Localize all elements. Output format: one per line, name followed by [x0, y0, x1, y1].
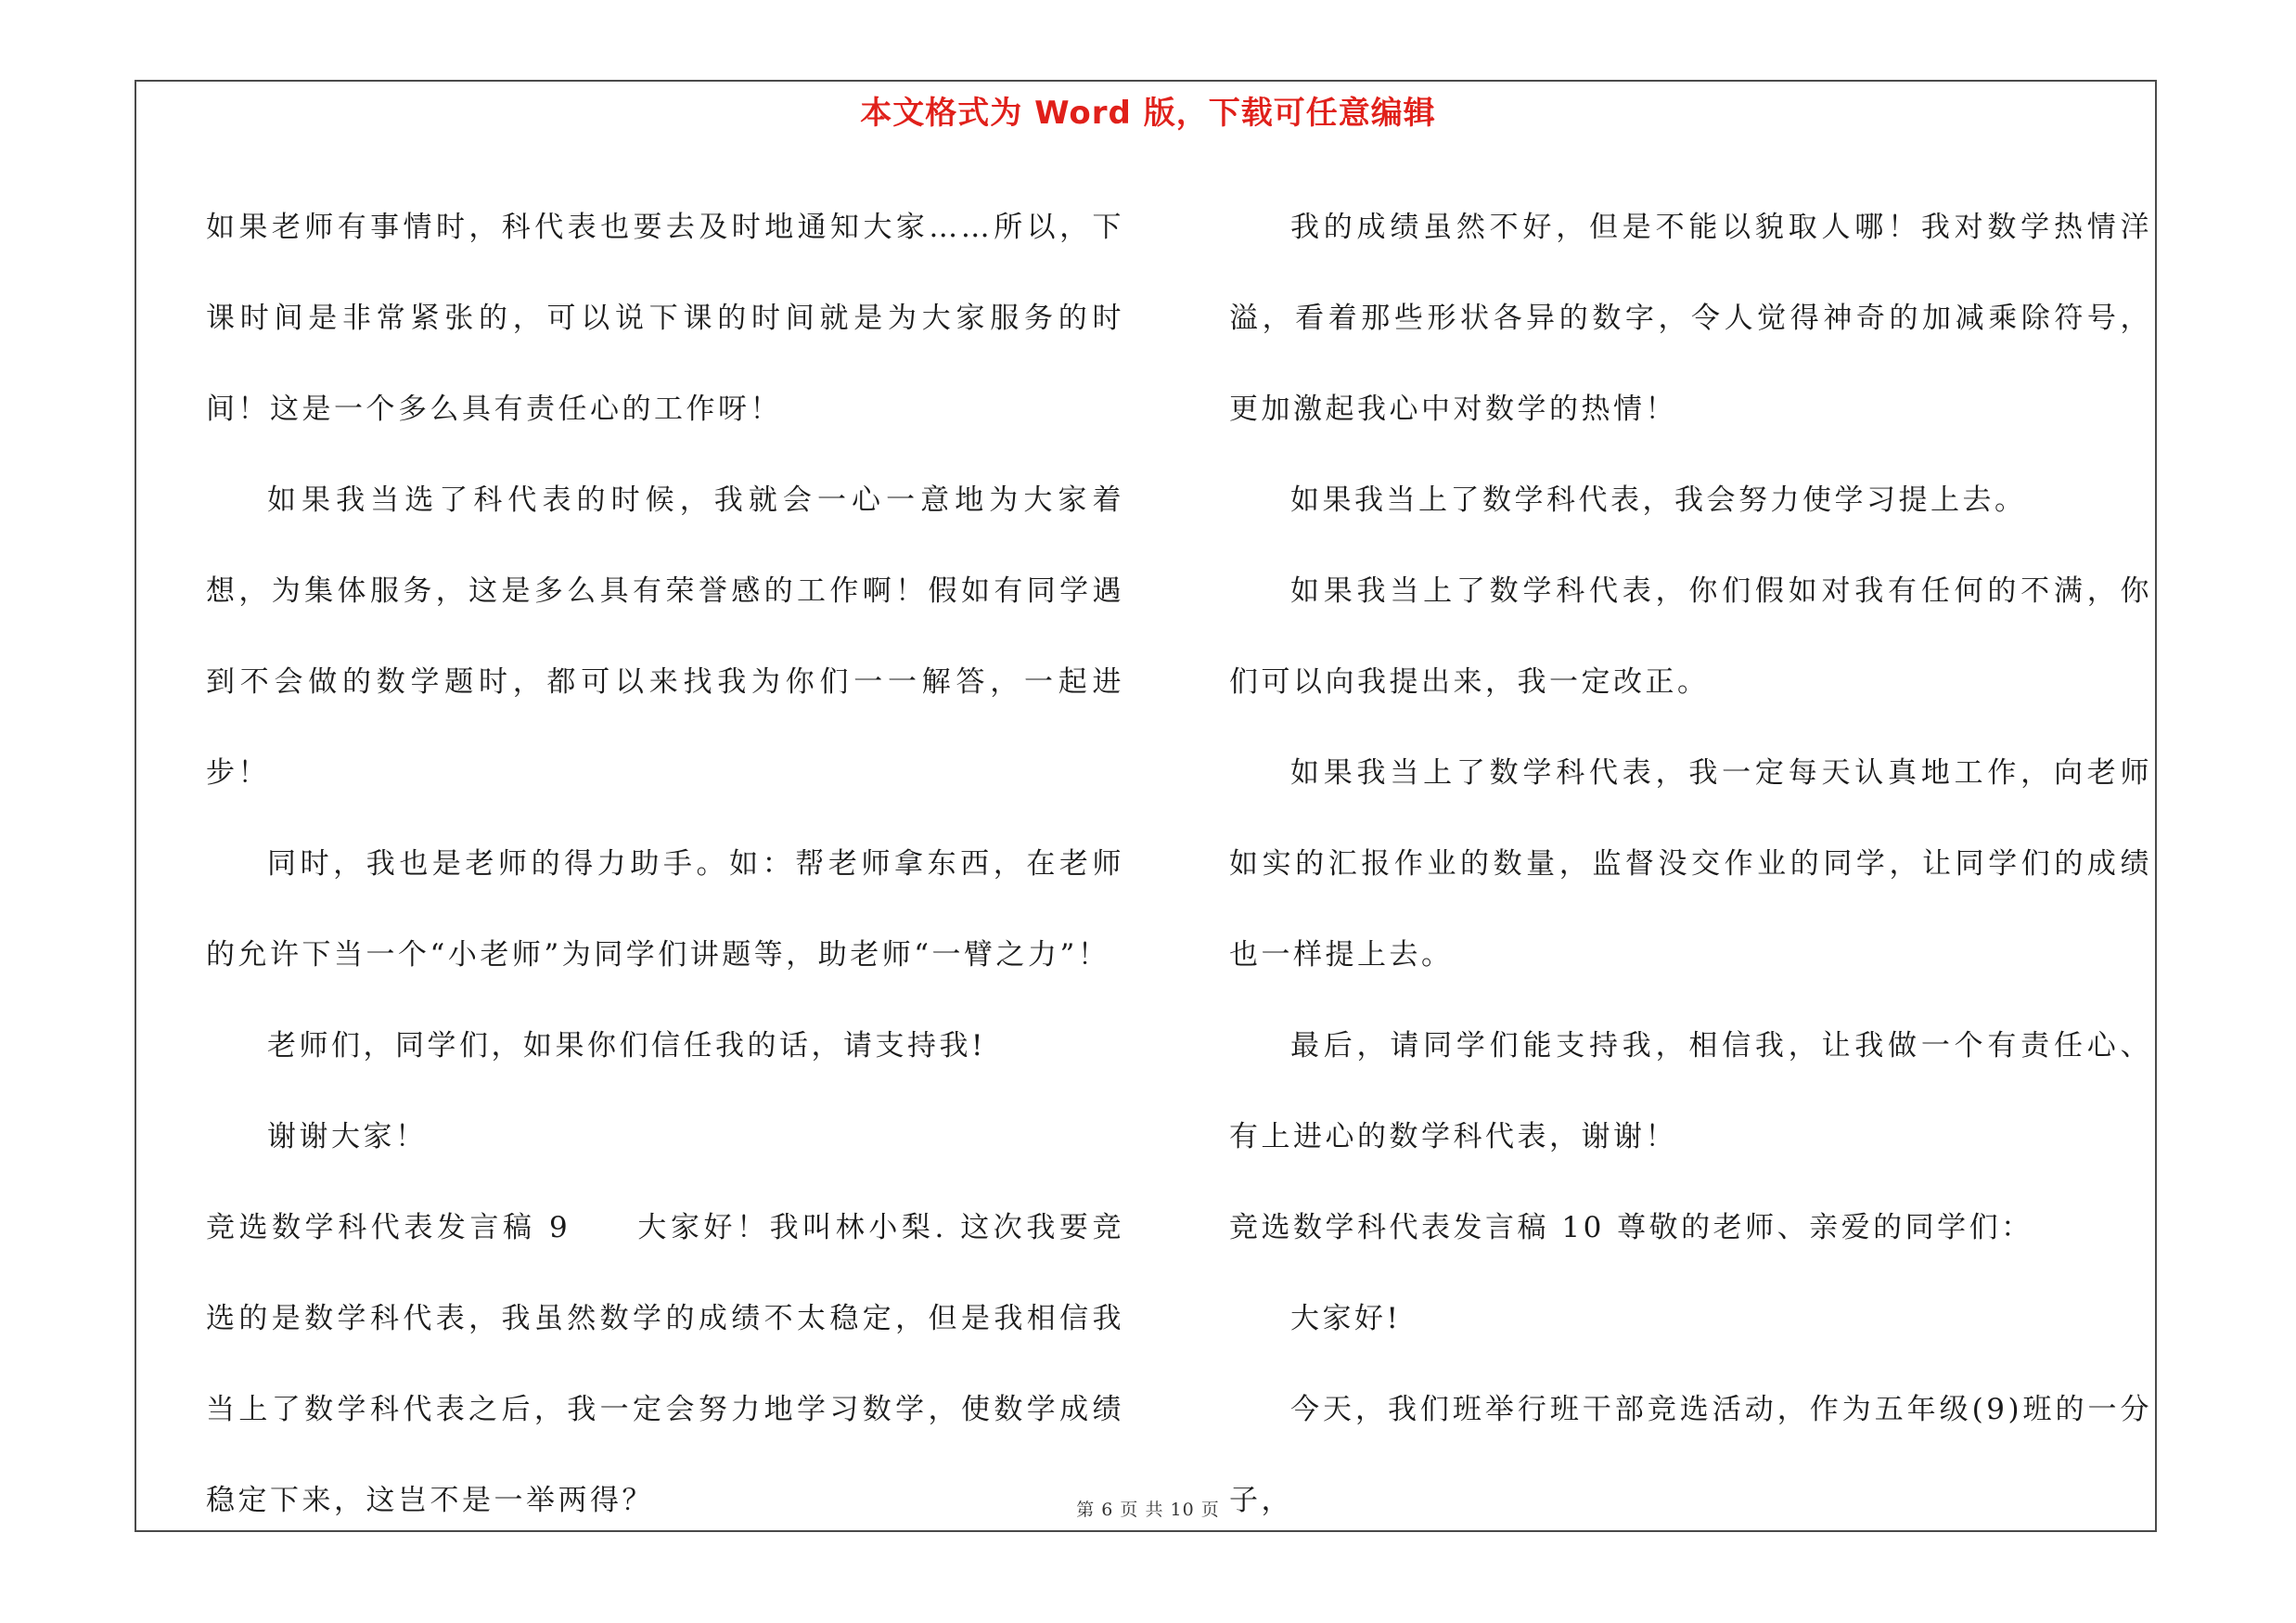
paragraph: 如果老师有事情时，科代表也要去及时地通知大家……所以，下课时间是非常紧张的，可以说下课的时间就是为大家服务的时间！这是一个多么具有责任心的工作呀！	[206, 211, 1124, 426]
format-banner: 本文格式为 Word 版，下载可任意编辑	[860, 95, 1436, 132]
left-column	[206, 182, 1124, 1546]
paragraph: 如果我当上了数学科代表，我一定每天认真地工作，向老师如实的汇报作业的数量，监督没交作业的同学，让同学们的成绩也一样提上去。	[1229, 756, 2152, 972]
paragraph: 今天，我们班举行班干部竞选活动，作为五年级(9)班的一分子，	[1229, 1393, 2152, 1517]
paragraph: 如果我当选了科代表的时候，我就会一心一意地为大家着想，为集体服务，这是多么具有荣誉感的工作啊！假如有同学遇到不会做的数学题时，都可以来找我为你们一一解答，一起进步！	[206, 483, 1124, 790]
paragraph: 如果我当上了数学科代表，你们假如对我有任何的不满，你们可以向我提出来，我一定改正。	[1229, 574, 2152, 699]
paragraph: 大家好!	[1290, 1302, 1402, 1335]
paragraph: 谢谢大家！	[267, 1120, 428, 1153]
right-column	[1229, 182, 2152, 1546]
speech-heading-paragraph: 竞选数学科代表发言稿 9 大家好！我叫林小梨. 这次我要竞选的是数学科代表，我虽然数学的成绩不太稳定，但是我相信我当上了数学科代表之后，我一定会努力地学习数学，使数学成绩稳定下来，这岂不是一举两得？	[206, 1211, 1124, 1517]
paragraph: 如果我当上了数学科代表，我会努力使学习提上去。	[1290, 483, 2027, 517]
page-number: 第 6 页 共 10 页	[1076, 1500, 1220, 1520]
paragraph: 最后，请同学们能支持我，相信我，让我做一个有责任心、有上进心的数学科代表，谢谢！	[1229, 1029, 2152, 1153]
speech-heading-paragraph: 竞选数学科代表发言稿 10 尊敬的老师、亲爱的同学们：	[1229, 1211, 2033, 1244]
paragraph: 同时，我也是老师的得力助手。如：帮老师拿东西，在老师的允许下当一个“小老师”为同学们讲题等，助老师“一臂之力”！	[206, 847, 1124, 972]
paragraph: 老师们，同学们，如果你们信任我的话，请支持我!	[267, 1029, 986, 1063]
paragraph: 我的成绩虽然不好，但是不能以貌取人哪！我对数学热情洋溢，看着那些形状各异的数字，令人觉得神奇的加减乘除符号，更加激起我心中对数学的热情！	[1229, 211, 2152, 426]
